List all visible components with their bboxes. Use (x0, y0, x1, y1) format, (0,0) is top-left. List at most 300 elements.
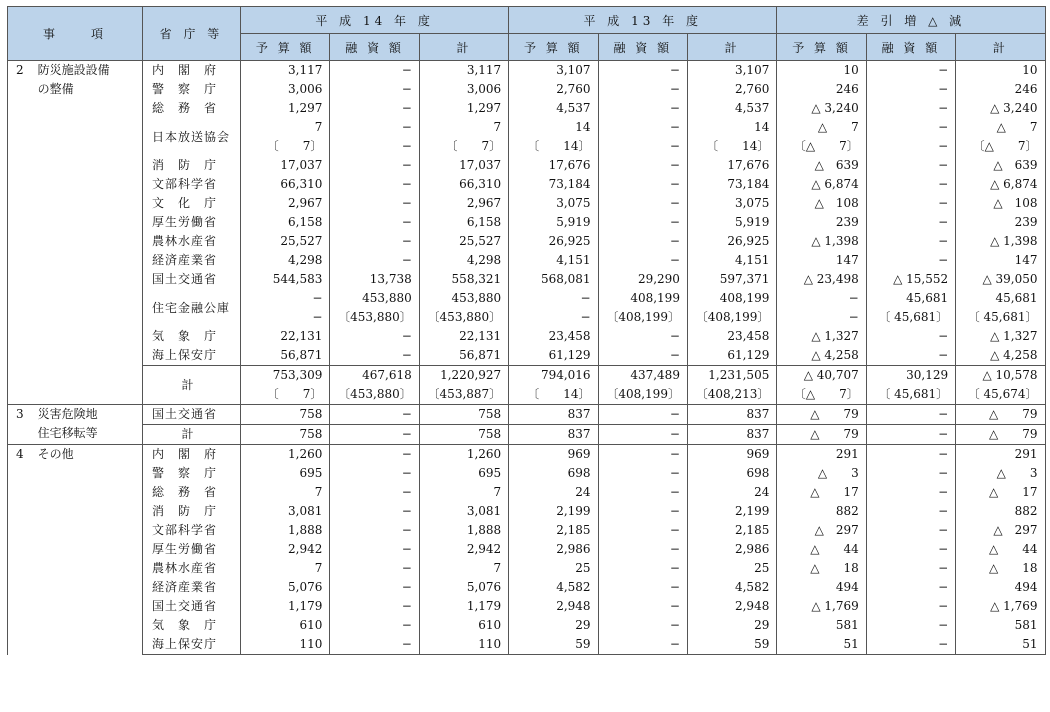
value-cell: △ 1,327 (777, 327, 866, 346)
value-cell: 1,297 (419, 99, 508, 118)
value-cell: △ 79 (777, 405, 866, 425)
value-cell: − (866, 175, 955, 194)
value-cell: 14 (687, 118, 776, 137)
section-number: 4 (16, 447, 24, 461)
section-title (38, 61, 110, 99)
total-label: 計 (143, 425, 241, 445)
value-cell: △ 6,874 (777, 175, 866, 194)
agency-name: 文部科学省 (143, 175, 241, 194)
value-cell: 〔453,880〕 (419, 308, 508, 327)
total-value: 437,489 (598, 366, 687, 386)
value-cell: − (866, 445, 955, 465)
value-cell: 291 (956, 445, 1045, 465)
value-cell: 2,185 (687, 521, 776, 540)
value-cell: − (598, 616, 687, 635)
value-cell: − (330, 483, 419, 502)
value-cell: △ 39,050 (956, 270, 1045, 289)
value-cell: − (598, 175, 687, 194)
section-title (38, 445, 74, 464)
value-cell: 610 (419, 616, 508, 635)
value-cell: 6,158 (419, 213, 508, 232)
header-ministry: 省 庁 等 (143, 7, 241, 61)
value-cell: 698 (687, 464, 776, 483)
value-cell: − (866, 327, 955, 346)
value-cell: − (330, 61, 419, 81)
value-cell: 〔 14〕 (509, 137, 598, 156)
value-cell: 453,880 (330, 289, 419, 308)
table-row (8, 327, 1046, 346)
header-budget: 予 算 額 (777, 34, 866, 61)
section-title-cell (8, 405, 143, 445)
total-bracket-value: 〔453,880〕 (330, 385, 419, 405)
value-cell: − (330, 464, 419, 483)
total-label: 計 (143, 366, 241, 405)
value-cell: − (330, 213, 419, 232)
value-cell: − (777, 289, 866, 308)
value-cell: 2,199 (687, 502, 776, 521)
total-bracket-value: 〔408,199〕 (598, 385, 687, 405)
header-group-h14: 平 成 14 年 度 (241, 7, 509, 34)
table-row (8, 270, 1046, 289)
value-cell: 59 (509, 635, 598, 655)
table-row (8, 445, 1046, 465)
value-cell: 22,131 (241, 327, 330, 346)
value-cell: 2,986 (509, 540, 598, 559)
value-cell: 1,297 (241, 99, 330, 118)
value-cell: 25,527 (419, 232, 508, 251)
value-cell: − (598, 540, 687, 559)
value-cell: 〔 7〕 (241, 137, 330, 156)
value-cell: 25 (509, 559, 598, 578)
value-cell: 568,081 (509, 270, 598, 289)
table-row (8, 232, 1046, 251)
value-cell: 3,081 (241, 502, 330, 521)
value-cell: 66,310 (241, 175, 330, 194)
value-cell: 246 (956, 80, 1045, 99)
value-cell: 882 (777, 502, 866, 521)
agency-name: 警 察 庁 (143, 464, 241, 483)
total-value: − (330, 425, 419, 445)
total-row (8, 366, 1046, 386)
total-value: 794,016 (509, 366, 598, 386)
value-cell: 1,179 (419, 597, 508, 616)
header-group-diff: 差 引 増 △ 減 (777, 7, 1045, 34)
agency-name: 農林水産省 (143, 559, 241, 578)
value-cell: 1,179 (241, 597, 330, 616)
value-cell: 5,919 (687, 213, 776, 232)
total-value: 1,220,927 (419, 366, 508, 386)
agency-name: 文部科学省 (143, 521, 241, 540)
value-cell: − (866, 540, 955, 559)
value-cell: 7 (419, 118, 508, 137)
value-cell: − (330, 251, 419, 270)
section-number: 2 (16, 63, 24, 77)
total-value: 753,309 (241, 366, 330, 386)
value-cell: − (866, 483, 955, 502)
total-bracket-value: 〔 14〕 (509, 385, 598, 405)
value-cell: 3,081 (419, 502, 508, 521)
value-cell: △ 44 (777, 540, 866, 559)
value-cell: 581 (956, 616, 1045, 635)
value-cell: − (598, 483, 687, 502)
value-cell: △ 15,552 (866, 270, 955, 289)
table-row (8, 118, 1046, 137)
header-total: 計 (419, 34, 508, 61)
value-cell: 73,184 (687, 175, 776, 194)
value-cell: − (598, 405, 687, 425)
agency-name: 消 防 庁 (143, 156, 241, 175)
value-cell: △ 3 (777, 464, 866, 483)
total-value: 1,231,505 (687, 366, 776, 386)
agency-name: 総 務 省 (143, 483, 241, 502)
value-cell: △ 639 (777, 156, 866, 175)
value-cell: 24 (687, 483, 776, 502)
value-cell: − (330, 578, 419, 597)
header-loan: 融 資 額 (330, 34, 419, 61)
value-cell: △ 108 (777, 194, 866, 213)
value-cell: 544,583 (241, 270, 330, 289)
value-cell: 581 (777, 616, 866, 635)
total-row (8, 425, 1046, 445)
value-cell: 73,184 (509, 175, 598, 194)
value-cell: 29,290 (598, 270, 687, 289)
value-cell: 7 (241, 559, 330, 578)
total-value: − (866, 425, 955, 445)
value-cell: 5,919 (509, 213, 598, 232)
total-value: 467,618 (330, 366, 419, 386)
table-row (8, 346, 1046, 366)
value-cell: 408,199 (598, 289, 687, 308)
header-group-h13: 平 成 13 年 度 (509, 7, 777, 34)
value-cell: △ 3,240 (956, 99, 1045, 118)
value-cell: 2,760 (509, 80, 598, 99)
value-cell: 3,006 (419, 80, 508, 99)
value-cell: − (598, 213, 687, 232)
value-cell: − (598, 194, 687, 213)
total-value: △ 10,578 (956, 366, 1045, 386)
value-cell: 110 (241, 635, 330, 655)
value-cell: 25,527 (241, 232, 330, 251)
value-cell: − (866, 137, 955, 156)
total-value: 837 (687, 425, 776, 445)
value-cell: 246 (777, 80, 866, 99)
value-cell: − (330, 635, 419, 655)
value-cell: 453,880 (419, 289, 508, 308)
value-cell: 3,075 (687, 194, 776, 213)
value-cell: − (598, 597, 687, 616)
value-cell: − (598, 80, 687, 99)
value-cell: 2,986 (687, 540, 776, 559)
total-bracket-value: 〔△ 7〕 (777, 385, 866, 405)
total-value: 837 (509, 425, 598, 445)
total-bracket-value: 〔 45,681〕 (866, 385, 955, 405)
value-cell: 51 (777, 635, 866, 655)
value-cell: − (330, 559, 419, 578)
agency-name: 国土交通省 (143, 597, 241, 616)
agency-name: 経済産業省 (143, 578, 241, 597)
value-cell: 56,871 (419, 346, 508, 366)
table-row (8, 251, 1046, 270)
value-cell: △ 4,258 (777, 346, 866, 366)
budget-table (7, 6, 1046, 655)
value-cell: 698 (509, 464, 598, 483)
value-cell: 837 (687, 405, 776, 425)
value-cell: 23,458 (509, 327, 598, 346)
value-cell: 29 (687, 616, 776, 635)
agency-name: 日本放送協会 (143, 118, 241, 156)
value-cell: 1,260 (419, 445, 508, 465)
value-cell: 61,129 (687, 346, 776, 366)
agency-name: 気 象 庁 (143, 616, 241, 635)
value-cell: 7 (241, 118, 330, 137)
value-cell: 4,151 (509, 251, 598, 270)
value-cell: 〔453,880〕 (330, 308, 419, 327)
value-cell: − (866, 99, 955, 118)
agency-name: 内 閣 府 (143, 445, 241, 465)
value-cell: − (598, 99, 687, 118)
section-title-line: その他 (37, 447, 74, 461)
value-cell: △ 297 (956, 521, 1045, 540)
value-cell: △ 79 (956, 405, 1045, 425)
value-cell: 4,298 (241, 251, 330, 270)
table-row (8, 175, 1046, 194)
value-cell: △ 639 (956, 156, 1045, 175)
total-value: △ 79 (956, 425, 1045, 445)
table-row (8, 521, 1046, 540)
value-cell: − (330, 521, 419, 540)
value-cell: 〔 14〕 (687, 137, 776, 156)
value-cell: 13,738 (330, 270, 419, 289)
agency-name: 気 象 庁 (143, 327, 241, 346)
value-cell: − (598, 559, 687, 578)
agency-name: 経済産業省 (143, 251, 241, 270)
agency-name: 海上保安庁 (143, 346, 241, 366)
value-cell: − (777, 308, 866, 327)
section-title-line: の整備 (37, 82, 74, 96)
header-total: 計 (687, 34, 776, 61)
value-cell: 2,942 (419, 540, 508, 559)
value-cell: − (330, 445, 419, 465)
value-cell: 2,185 (509, 521, 598, 540)
table-row (8, 99, 1046, 118)
total-value: 758 (241, 425, 330, 445)
value-cell: 558,321 (419, 270, 508, 289)
value-cell: − (509, 289, 598, 308)
value-cell: △ 297 (777, 521, 866, 540)
value-cell: △ 3,240 (777, 99, 866, 118)
value-cell: 7 (419, 483, 508, 502)
value-cell: 25 (687, 559, 776, 578)
value-cell: 2,948 (509, 597, 598, 616)
value-cell: 3,107 (509, 61, 598, 81)
value-cell: 610 (241, 616, 330, 635)
table-row (8, 464, 1046, 483)
value-cell: 6,158 (241, 213, 330, 232)
value-cell: 4,298 (419, 251, 508, 270)
value-cell: 147 (777, 251, 866, 270)
value-cell: 147 (956, 251, 1045, 270)
value-cell: − (598, 445, 687, 465)
value-cell: 494 (956, 578, 1045, 597)
value-cell: 24 (509, 483, 598, 502)
agency-name: 警 察 庁 (143, 80, 241, 99)
total-bracket-value: 〔453,887〕 (419, 385, 508, 405)
table-row (8, 483, 1046, 502)
value-cell: − (598, 156, 687, 175)
value-cell: − (866, 213, 955, 232)
value-cell: 3,107 (687, 61, 776, 81)
header-loan: 融 資 額 (866, 34, 955, 61)
value-cell: 695 (419, 464, 508, 483)
agency-name: 国土交通省 (143, 270, 241, 289)
table-row (8, 80, 1046, 99)
value-cell: △ 1,398 (777, 232, 866, 251)
header-item: 事 項 (8, 7, 143, 61)
value-cell: △ 18 (956, 559, 1045, 578)
value-cell: △ 1,769 (956, 597, 1045, 616)
value-cell: − (330, 194, 419, 213)
value-cell: − (330, 616, 419, 635)
value-cell: − (866, 559, 955, 578)
value-cell: − (330, 232, 419, 251)
total-value: △ 79 (777, 425, 866, 445)
value-cell: − (241, 289, 330, 308)
value-cell: 5,076 (241, 578, 330, 597)
value-cell: 494 (777, 578, 866, 597)
value-cell: △ 7 (956, 118, 1045, 137)
value-cell: − (598, 578, 687, 597)
value-cell: △ 1,769 (777, 597, 866, 616)
value-cell: − (598, 61, 687, 81)
value-cell: 17,676 (509, 156, 598, 175)
value-cell: − (241, 308, 330, 327)
value-cell: △ 44 (956, 540, 1045, 559)
value-cell: 26,925 (509, 232, 598, 251)
value-cell: △ 108 (956, 194, 1045, 213)
value-cell: 4,582 (687, 578, 776, 597)
value-cell: 3,117 (241, 61, 330, 81)
agency-name: 農林水産省 (143, 232, 241, 251)
value-cell: − (598, 521, 687, 540)
value-cell: 66,310 (419, 175, 508, 194)
value-cell: 597,371 (687, 270, 776, 289)
value-cell: − (330, 540, 419, 559)
value-cell: − (866, 616, 955, 635)
value-cell: − (330, 327, 419, 346)
value-cell: 1,888 (241, 521, 330, 540)
value-cell: 882 (956, 502, 1045, 521)
value-cell: − (866, 61, 955, 81)
value-cell: − (598, 464, 687, 483)
value-cell: − (866, 597, 955, 616)
value-cell: 969 (509, 445, 598, 465)
agency-name: 内 閣 府 (143, 61, 241, 81)
value-cell: − (330, 405, 419, 425)
table-row (8, 194, 1046, 213)
value-cell: 4,151 (687, 251, 776, 270)
value-cell: − (866, 118, 955, 137)
value-cell: − (866, 232, 955, 251)
value-cell: 61,129 (509, 346, 598, 366)
value-cell: 51 (956, 635, 1045, 655)
value-cell: 239 (777, 213, 866, 232)
value-cell: − (598, 232, 687, 251)
table-row (8, 578, 1046, 597)
total-value: − (598, 425, 687, 445)
value-cell: 3,117 (419, 61, 508, 81)
table-body (8, 61, 1046, 655)
section-title-line: 災害危険地 (37, 407, 98, 421)
value-cell: 〔408,199〕 (598, 308, 687, 327)
value-cell: 2,942 (241, 540, 330, 559)
value-cell: △ 4,258 (956, 346, 1045, 366)
value-cell: − (330, 502, 419, 521)
value-cell: 59 (687, 635, 776, 655)
table-row (8, 405, 1046, 425)
value-cell: 2,967 (419, 194, 508, 213)
agency-name: 厚生労働省 (143, 540, 241, 559)
table-row (8, 540, 1046, 559)
value-cell: − (330, 346, 419, 366)
table-row (8, 156, 1046, 175)
value-cell: 14 (509, 118, 598, 137)
value-cell: △ 23,498 (777, 270, 866, 289)
total-bracket-value: 〔408,213〕 (687, 385, 776, 405)
section-title-cell (8, 61, 143, 405)
header-budget: 予 算 額 (509, 34, 598, 61)
value-cell: 837 (509, 405, 598, 425)
value-cell: − (866, 80, 955, 99)
value-cell: 〔 7〕 (419, 137, 508, 156)
value-cell: 239 (956, 213, 1045, 232)
value-cell: 408,199 (687, 289, 776, 308)
value-cell: − (866, 346, 955, 366)
value-cell: 2,760 (687, 80, 776, 99)
value-cell: − (330, 80, 419, 99)
value-cell: 3,006 (241, 80, 330, 99)
table-row (8, 616, 1046, 635)
value-cell: 2,967 (241, 194, 330, 213)
value-cell: 〔408,199〕 (687, 308, 776, 327)
value-cell: 969 (687, 445, 776, 465)
agency-name: 厚生労働省 (143, 213, 241, 232)
value-cell: 17,037 (419, 156, 508, 175)
value-cell: △ 17 (956, 483, 1045, 502)
header-total: 計 (956, 34, 1045, 61)
table-row (8, 213, 1046, 232)
value-cell: − (598, 137, 687, 156)
value-cell: − (866, 502, 955, 521)
header-budget: 予 算 額 (241, 34, 330, 61)
value-cell: − (866, 156, 955, 175)
value-cell: − (598, 118, 687, 137)
table-row (8, 502, 1046, 521)
total-bracket-value: 〔 45,674〕 (956, 385, 1045, 405)
agency-name: 国土交通省 (143, 405, 241, 425)
value-cell: △ 1,398 (956, 232, 1045, 251)
value-cell: 3,075 (509, 194, 598, 213)
value-cell: △ 3 (956, 464, 1045, 483)
value-cell: − (866, 405, 955, 425)
table-row (8, 559, 1046, 578)
section-title-line: 住宅移転等 (37, 426, 98, 440)
table-row (8, 61, 1046, 81)
value-cell: 758 (419, 405, 508, 425)
value-cell: − (866, 521, 955, 540)
agency-name: 消 防 庁 (143, 502, 241, 521)
value-cell: 2,948 (687, 597, 776, 616)
value-cell: 17,676 (687, 156, 776, 175)
